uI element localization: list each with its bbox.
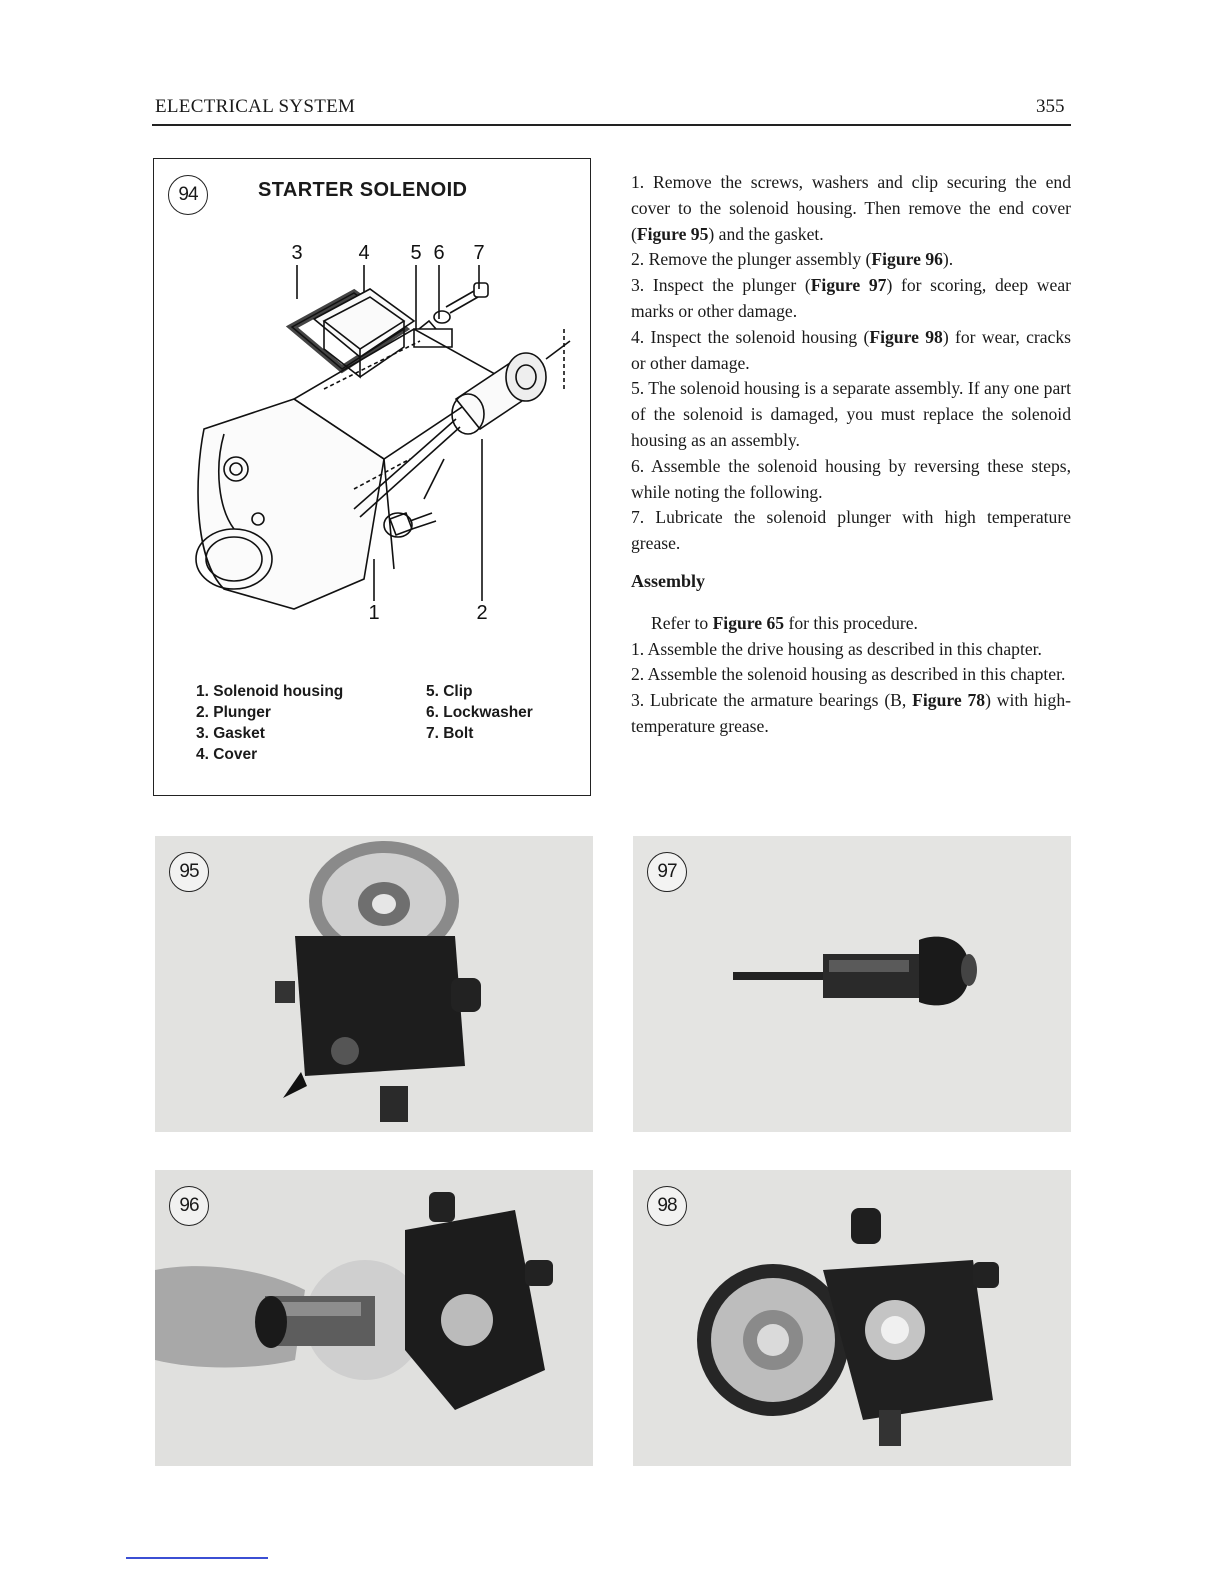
- assembly-intro: Refer to Figure 65 for this procedure.: [651, 612, 918, 633]
- running-header: ELECTRICAL SYSTEM: [155, 96, 356, 117]
- callout-7: 7: [473, 242, 485, 264]
- figure-98-photo: [633, 1170, 1071, 1466]
- figure-number-badge: 95: [169, 852, 209, 892]
- assembly-step-3: 3. Lubricate the armature bearings (B, Figure 78) with high-temperature grease.: [631, 690, 1071, 736]
- plunger-photo-image: [633, 836, 1071, 1132]
- figure-number-badge: 98: [647, 1186, 687, 1226]
- legend-item: 2. Plunger: [196, 704, 271, 721]
- figure-95-photo: [155, 836, 593, 1132]
- legend-item: 3. Gasket: [196, 725, 265, 742]
- callout-1: 1: [368, 602, 380, 624]
- header-rule: [152, 124, 1071, 126]
- figure-number-badge: 96: [169, 1186, 209, 1226]
- page-number: 355: [1036, 96, 1065, 117]
- assembly-heading: Assembly: [631, 570, 706, 591]
- step-3: 3. Inspect the plunger (Figure 97) for scoring, deep wear marks or other damage.: [631, 275, 1071, 321]
- step-5: 5. The solenoid housing is a separate assembly. If any one part of the solenoid is damaged, you must replace the solenoid housing as an assembly.: [631, 378, 1071, 450]
- plunger-removal-photo-image: [155, 1170, 593, 1466]
- assembly-step-1: 1. Assemble the drive housing as described in this chapter.: [631, 638, 1042, 659]
- figure-title: STARTER SOLENOID: [258, 179, 468, 201]
- callout-2: 2: [476, 602, 488, 624]
- assembly-step-2: 2. Assemble the solenoid housing as described in this chapter.: [631, 664, 1066, 685]
- footer-link-underline: [126, 1557, 268, 1559]
- procedure-text: [631, 170, 1071, 740]
- figure-96-photo: [155, 1170, 593, 1466]
- solenoid-exploded-diagram: [174, 229, 584, 659]
- figure-number-badge: 94: [168, 175, 208, 215]
- legend-item: 7. Bolt: [426, 725, 474, 742]
- legend-item: 6. Lockwasher: [426, 704, 533, 721]
- figure-94-starter-solenoid: [153, 158, 591, 796]
- step-6: 6. Assemble the solenoid housing by reversing these steps, while noting the following.: [631, 455, 1071, 502]
- legend-item: 4. Cover: [196, 746, 258, 763]
- legend-item: 5. Clip: [426, 683, 473, 700]
- callout-5: 5: [410, 242, 422, 264]
- end-cover-photo-image: [155, 836, 593, 1132]
- legend-left: [196, 681, 343, 765]
- callout-6: 6: [433, 242, 445, 264]
- figure-number-badge: 97: [647, 852, 687, 892]
- callout-4: 4: [358, 242, 370, 264]
- step-2: 2. Remove the plunger assembly (Figure 96).: [631, 249, 954, 270]
- step-7: 7. Lubricate the solenoid plunger with high temperature grease.: [631, 507, 1071, 554]
- solenoid-housing-photo-image: [633, 1170, 1071, 1466]
- legend-item: 1. Solenoid housing: [196, 683, 344, 700]
- figure-97-photo: [633, 836, 1071, 1132]
- step-1: 1. Remove the screws, washers and clip securing the end cover to the solenoid housing. Then remove the end cover (Figure 95) and the gasket.: [631, 172, 1071, 244]
- callout-3: 3: [291, 242, 303, 264]
- legend-right: [426, 681, 533, 744]
- step-4: 4. Inspect the solenoid housing (Figure 98) for wear, cracks or other damage.: [631, 326, 1072, 373]
